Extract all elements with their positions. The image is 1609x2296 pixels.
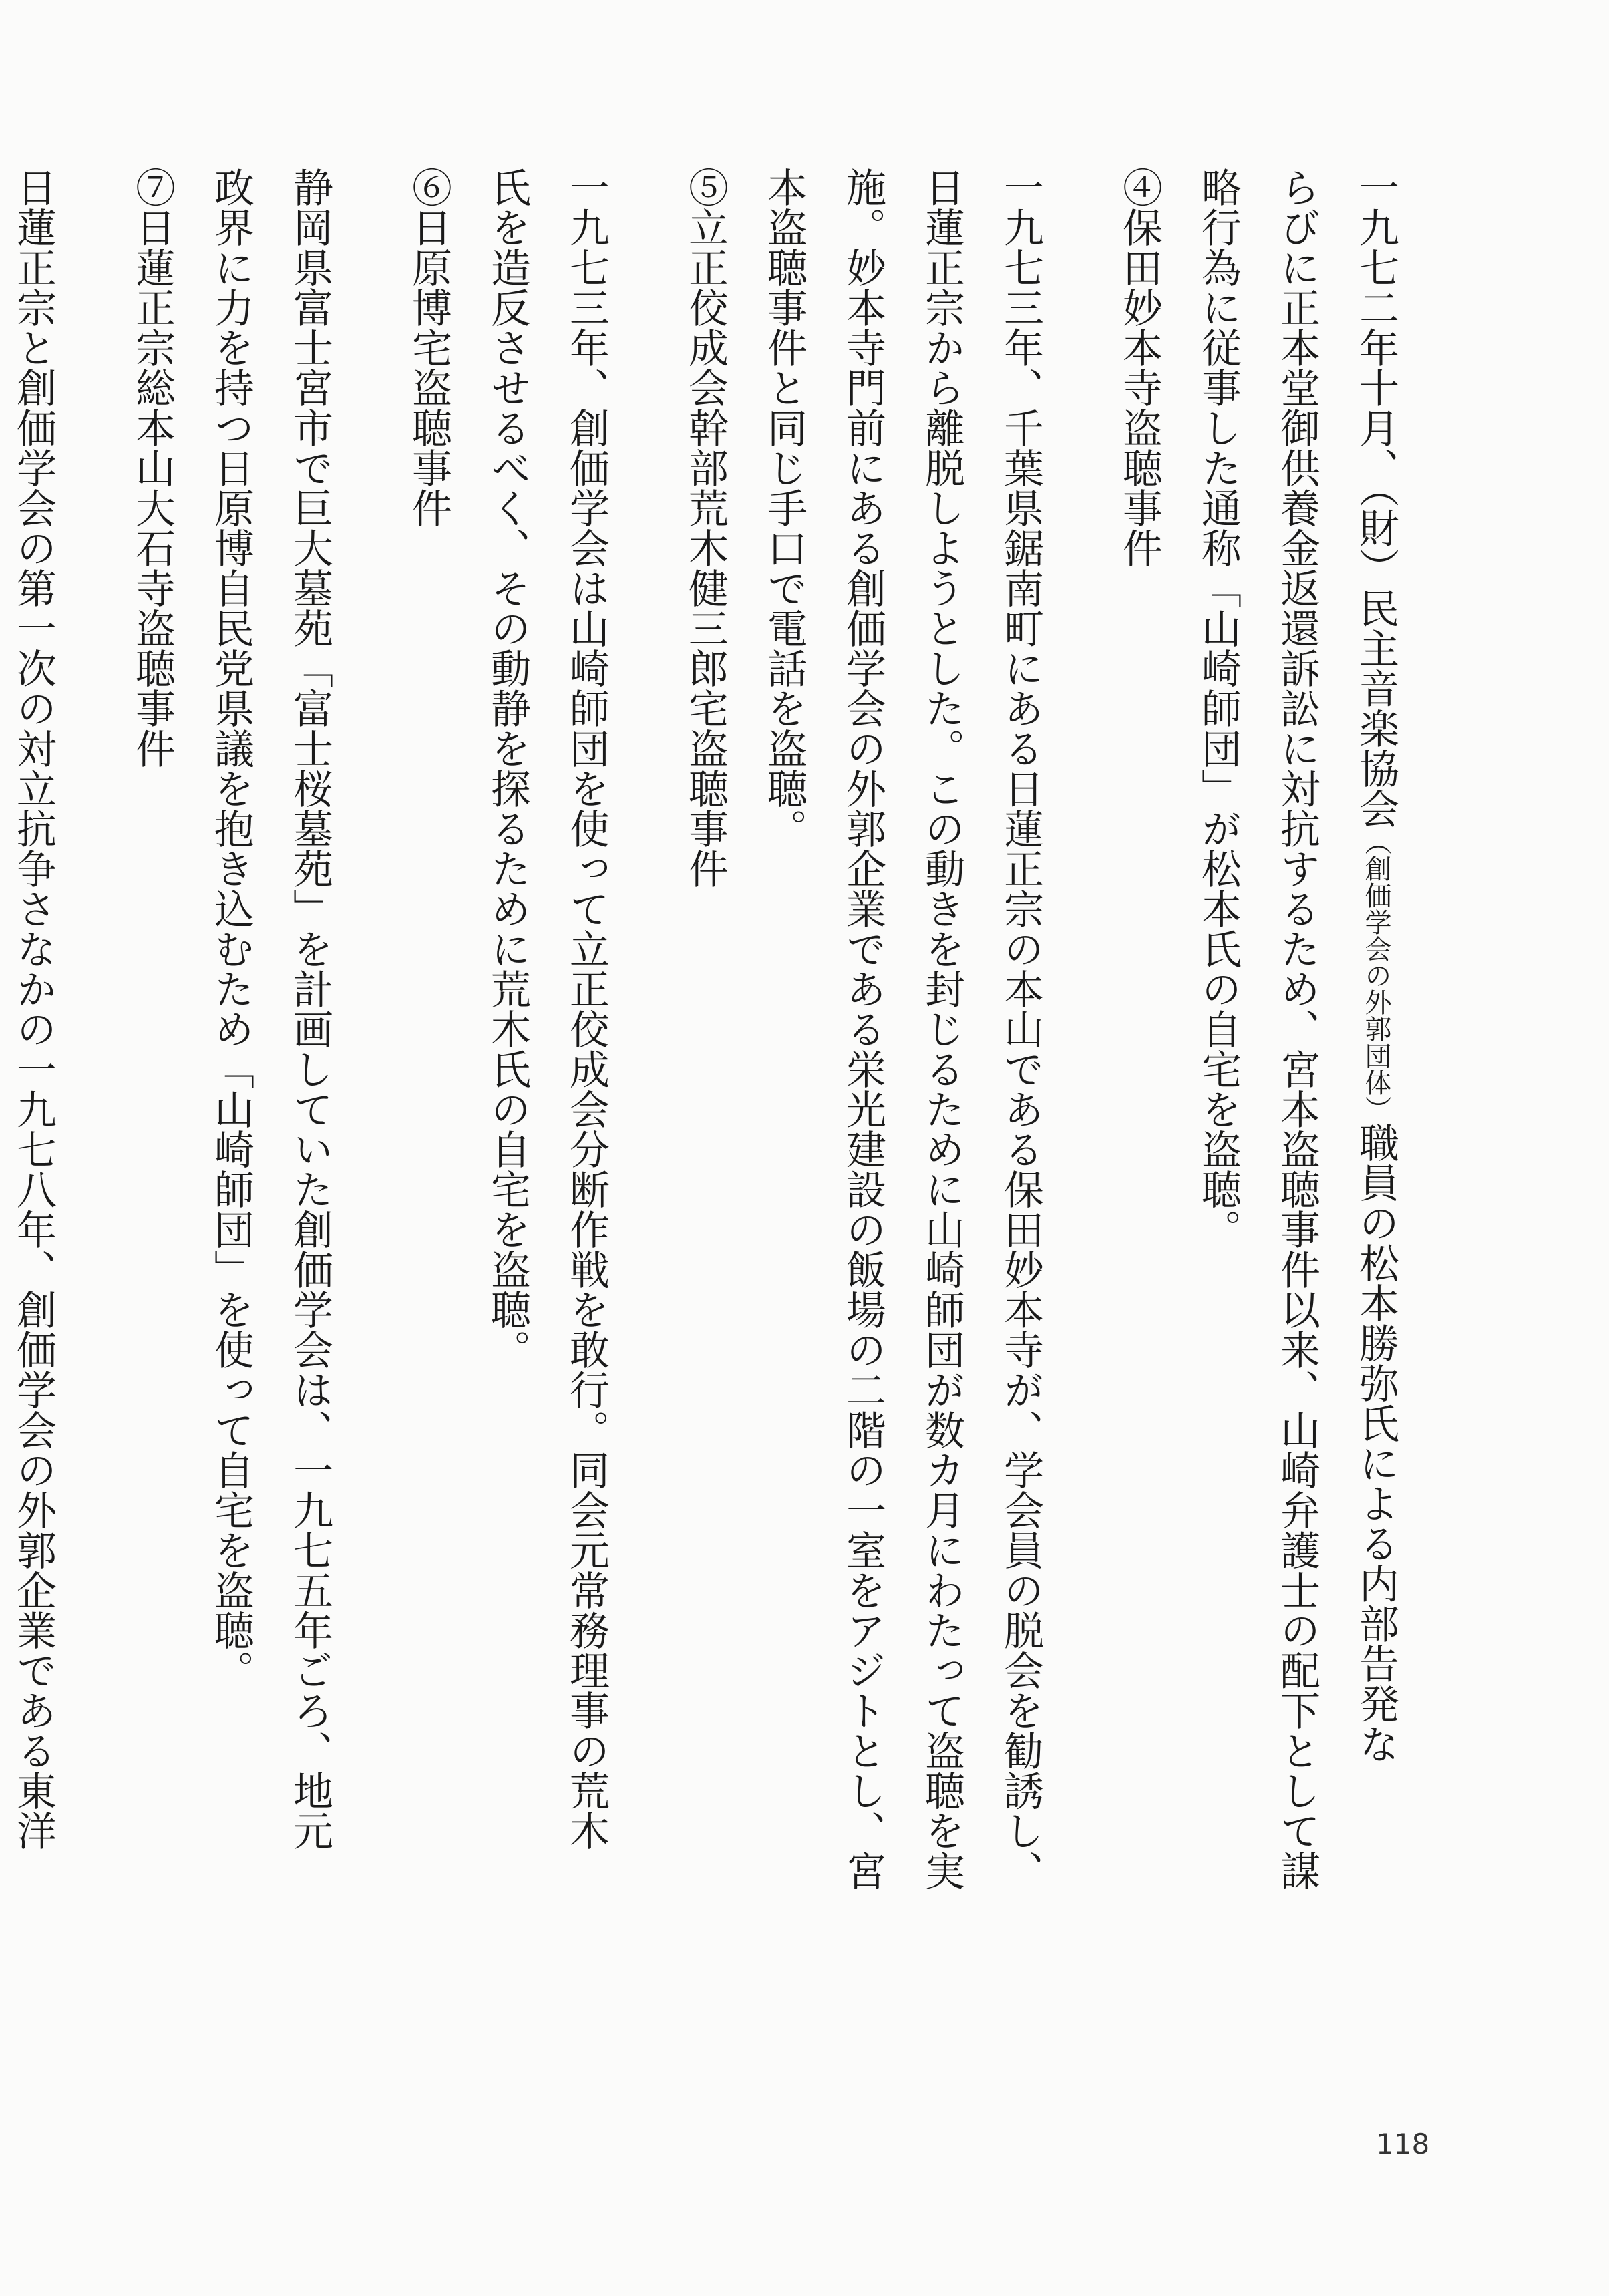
paragraph-line: 日蓮正宗から離脱しようとした。この動きを封じるために山崎師団が数カ月にわたって盗聴を実 xyxy=(918,167,965,1891)
section-heading: ⑥日原博宅盗聴事件 xyxy=(405,167,452,528)
paragraph-line: 本盗聴事件と同じ手口で電話を盗聴。 xyxy=(761,167,808,848)
text-segment: 一九七二年十月、（財）民主音楽協会 xyxy=(1353,167,1399,828)
paragraph-line: 略行為に従事した通称「山崎師団」が松本氏の自宅を盗聴。 xyxy=(1195,167,1242,1249)
paragraph-line: 日蓮正宗と創価学会の第一次の対立抗争さなかの一九七八年、創価学会の外郭企業である東洋 xyxy=(10,167,57,1850)
section-heading: ④保田妙本寺盗聴事件 xyxy=(1116,167,1163,568)
section-heading: ⑤立正佼成会幹部荒木健三郎宅盗聴事件 xyxy=(682,167,729,888)
paragraph-line: 一九七三年、創価学会は山崎師団を使って立正佼成会分断作戦を敢行。同会元常務理事の荒木 xyxy=(563,167,610,1850)
paragraph-line: 一九七三年、千葉県鋸南町にある日蓮正宗の本山である保田妙本寺が、学会員の脱会を勧誘し、 xyxy=(997,167,1044,1891)
paragraph-line: 静岡県富士宮市で巨大墓苑「富士桜墓苑」を計画していた創価学会は、一九七五年ごろ、地元 xyxy=(287,167,333,1850)
vertical-text-body xyxy=(0,167,1455,2091)
section-heading: ⑦日蓮正宗総本山大石寺盗聴事件 xyxy=(129,167,176,768)
text-segment: 職員の松本勝弥氏による内部告発な xyxy=(1353,1122,1399,1764)
paragraph-line: 施。妙本寺門前にある創価学会の外郭企業である栄光建設の飯場の二階の一室をアジトとし、宮 xyxy=(840,167,886,1891)
paragraph-line: 政界に力を持つ日原博自民党県議を抱き込むため「山崎師団」を使って自宅を盗聴。 xyxy=(208,167,254,1690)
page-number: 118 xyxy=(1376,2128,1430,2160)
paragraph-line: 氏を造反させるべく、その動静を探るために荒木氏の自宅を盗聴。 xyxy=(484,167,531,1369)
paragraph-line: らびに正本堂御供養金返還訴訟に対抗するため、宮本盗聴事件以来、山崎弁護士の配下として謀 xyxy=(1274,167,1320,1891)
text-annotation-small: （創価学会の外郭団体） xyxy=(1361,828,1391,1122)
paragraph-line xyxy=(1336,167,1455,2091)
